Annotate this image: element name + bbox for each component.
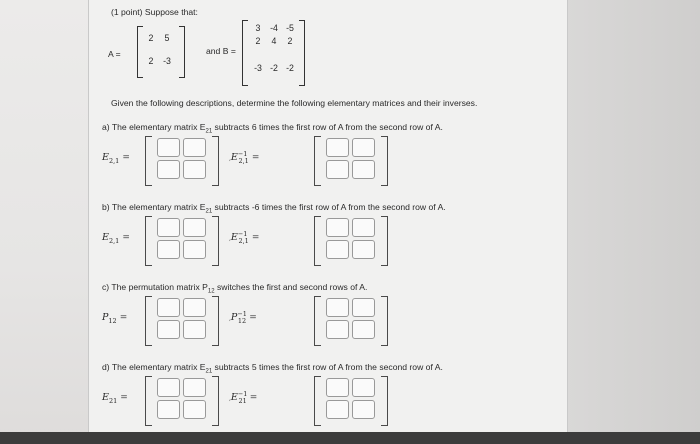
inverse-cell-r1c2[interactable] [352, 298, 375, 317]
answer-cell-r1c1[interactable] [157, 138, 180, 157]
part-matrix-label [102, 232, 130, 245]
inverse-label-sup: −1 [237, 310, 247, 318]
inverse-cell-r2c2[interactable] [352, 240, 375, 259]
part-text-rest: subtracts -6 times the first row of A from the second row of A. [212, 202, 446, 212]
instruction-text: Given the following descriptions, determine the following elementary matrices and their inverses. [111, 98, 478, 108]
inverse-label-sup: −1 [237, 150, 248, 158]
matrix-a-right-bracket [179, 26, 185, 78]
inverse-label-main: E [230, 232, 238, 244]
equals-sign: = [249, 393, 258, 404]
answer-cell-r1c2[interactable] [183, 218, 206, 237]
matrix-b-cell: -4 [270, 23, 278, 33]
part-description [102, 362, 443, 375]
answer-matrix-right-bracket [212, 136, 219, 186]
matrix-b-left-bracket [242, 20, 248, 86]
inverse-cell-r2c2[interactable] [352, 400, 375, 419]
part-text-rest: subtracts 6 times the first row of A from the second row of A. [212, 122, 443, 132]
inverse-cell-r1c2[interactable] [352, 378, 375, 397]
matrix-label-sub: 21 [108, 396, 118, 405]
separator-dot: , [229, 315, 231, 323]
problem-panel [88, 0, 568, 444]
right-shadow-area [566, 0, 700, 444]
part-description [102, 122, 443, 135]
answer-cell-r1c2[interactable] [183, 138, 206, 157]
equals-sign: = [122, 153, 130, 163]
part-inverse-label [229, 390, 257, 405]
answer-matrix-left-bracket [145, 136, 152, 186]
inverse-label-sub: 2,1 [238, 157, 249, 166]
inverse-matrix-left-bracket [314, 136, 321, 186]
part-text-rest: subtracts 5 times the first row of A from the second row of A. [212, 362, 443, 372]
matrix-label-sub: 12 [108, 316, 117, 325]
bottom-dark-strip [0, 432, 700, 444]
answer-cell-r2c2[interactable] [183, 240, 206, 259]
matrix-label-sub: 2,1 [108, 236, 120, 245]
inverse-label-main: E [230, 392, 238, 404]
answer-cell-r1c1[interactable] [157, 378, 180, 397]
inverse-label-sub: 2,1 [238, 237, 249, 246]
answer-cell-r2c1[interactable] [157, 400, 180, 419]
answer-matrix-left-bracket [145, 376, 152, 426]
answer-matrix-right-bracket [212, 216, 219, 266]
part-text: b) The elementary matrix E [102, 202, 206, 212]
separator-dot: , [229, 235, 231, 243]
separator-dot: , [229, 155, 231, 163]
part-text: c) The permutation matrix P [102, 282, 208, 292]
inverse-cell-r2c2[interactable] [352, 160, 375, 179]
matrix-a-cell: 5 [164, 33, 170, 43]
matrix-b-cell: -2 [286, 63, 294, 73]
matrix-b-cell: -3 [254, 63, 262, 73]
answer-matrix-left-bracket [145, 296, 152, 346]
equals-sign: = [120, 393, 128, 403]
inverse-matrix-right-bracket [381, 136, 388, 186]
part-inverse-label [229, 310, 257, 325]
answer-cell-r2c2[interactable] [183, 400, 206, 419]
inverse-cell-r2c1[interactable] [326, 160, 349, 179]
answer-matrix-right-bracket [212, 296, 219, 346]
part-symbol-sub: 21 [205, 208, 213, 215]
inverse-matrix-right-bracket [381, 216, 388, 266]
matrix-b-cell: -5 [286, 23, 294, 33]
part-text: d) The elementary matrix E [102, 362, 206, 372]
part-inverse-label [229, 150, 259, 165]
part-matrix-label [102, 392, 128, 405]
inverse-matrix-right-bracket [381, 376, 388, 426]
answer-cell-r1c1[interactable] [157, 218, 180, 237]
problem-header: (1 point) Suppose that: [111, 7, 198, 17]
matrix-b-cell: 3 [255, 23, 261, 33]
answer-cell-r1c1[interactable] [157, 298, 180, 317]
answer-cell-r2c1[interactable] [157, 160, 180, 179]
answer-cell-r2c1[interactable] [157, 240, 180, 259]
part-symbol-sub: 21 [205, 128, 213, 135]
matrix-b-cell: -2 [270, 63, 278, 73]
answer-matrix-left-bracket [145, 216, 152, 266]
inverse-label-main: P [230, 312, 238, 324]
matrix-a-label: A = [108, 49, 121, 59]
inverse-label-sup: −1 [237, 230, 248, 238]
matrix-label-sub: 2,1 [108, 156, 120, 165]
inverse-label-main: E [230, 152, 238, 164]
matrix-label-main: P [102, 312, 109, 323]
matrix-a-cell: 2 [148, 56, 154, 66]
matrix-b-cell: 2 [287, 36, 293, 46]
inverse-matrix-right-bracket [381, 296, 388, 346]
matrix-label-main: E [102, 392, 109, 403]
inverse-label-sup: −1 [237, 390, 248, 398]
matrix-b-label: and B = [206, 46, 236, 56]
inverse-cell-r1c1[interactable] [326, 138, 349, 157]
part-description [102, 202, 446, 215]
matrix-a-cell: 2 [148, 33, 154, 43]
equals-sign: = [119, 313, 128, 323]
inverse-cell-r1c2[interactable] [352, 138, 375, 157]
part-text: a) The elementary matrix E [102, 122, 206, 132]
answer-cell-r2c2[interactable] [183, 160, 206, 179]
answer-cell-r1c2[interactable] [183, 378, 206, 397]
inverse-cell-r1c1[interactable] [326, 298, 349, 317]
matrix-b-right-bracket [299, 20, 305, 86]
equals-sign: = [122, 233, 130, 243]
part-inverse-label [229, 230, 259, 245]
inverse-cell-r1c1[interactable] [326, 378, 349, 397]
answer-cell-r2c1[interactable] [157, 320, 180, 339]
answer-cell-r2c2[interactable] [183, 320, 206, 339]
matrix-b-cell: 4 [271, 36, 277, 46]
answer-cell-r1c2[interactable] [183, 298, 206, 317]
matrix-label-main: E [102, 232, 109, 243]
inverse-matrix-left-bracket [314, 296, 321, 346]
matrix-b-cell: 2 [255, 36, 261, 46]
equals-sign: = [249, 313, 257, 324]
inverse-cell-r1c1[interactable] [326, 218, 349, 237]
inverse-cell-r2c1[interactable] [326, 240, 349, 259]
inverse-cell-r2c1[interactable] [326, 400, 349, 419]
inverse-cell-r2c1[interactable] [326, 320, 349, 339]
inverse-matrix-left-bracket [314, 376, 321, 426]
inverse-label-sub: 21 [238, 397, 247, 406]
part-symbol-sub: 21 [205, 368, 213, 375]
matrix-a-cell: -3 [163, 56, 171, 66]
matrix-label-main: E [102, 152, 109, 163]
part-matrix-label [102, 312, 127, 325]
inverse-label-sub: 12 [237, 317, 247, 326]
equals-sign: = [251, 153, 260, 164]
part-text-rest: switches the first and second rows of A. [214, 282, 368, 292]
equals-sign: = [251, 233, 260, 244]
inverse-matrix-left-bracket [314, 216, 321, 266]
answer-matrix-right-bracket [212, 376, 219, 426]
inverse-cell-r2c2[interactable] [352, 320, 375, 339]
separator-dot: , [229, 395, 231, 403]
inverse-cell-r1c2[interactable] [352, 218, 375, 237]
part-description [102, 282, 367, 295]
part-matrix-label [102, 152, 130, 165]
part-symbol-sub: 12 [207, 288, 215, 295]
